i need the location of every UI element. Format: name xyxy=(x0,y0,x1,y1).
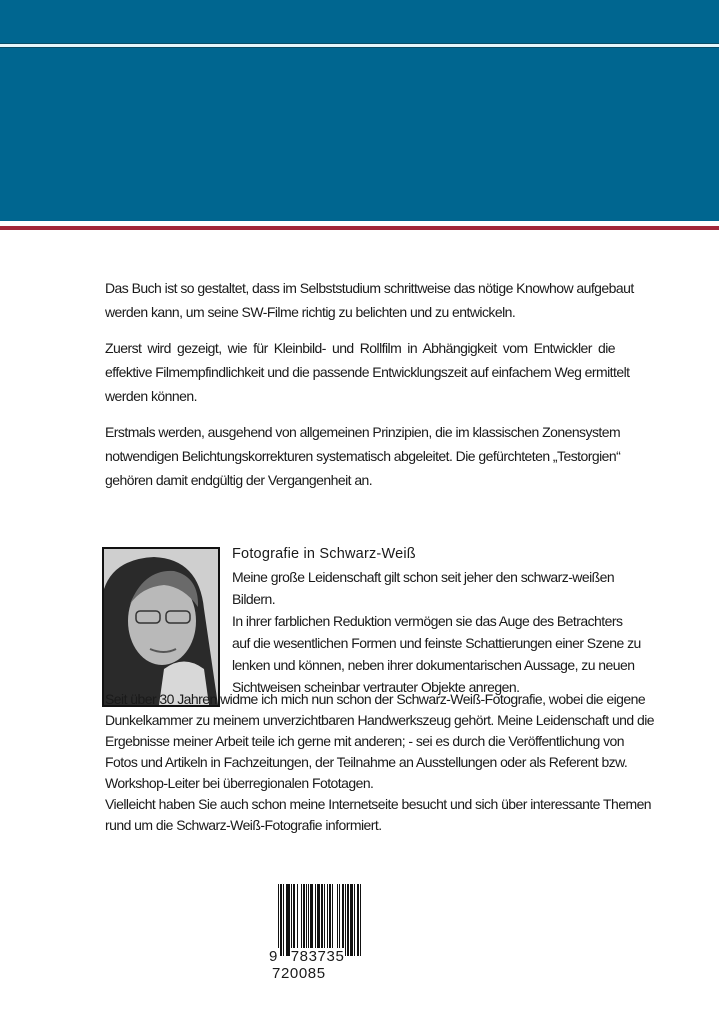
author-portrait-icon xyxy=(104,549,218,705)
author-heading: Fotografie in Schwarz-Weiß xyxy=(232,546,416,562)
author-photo xyxy=(102,547,220,707)
text-line: Workshop-Leiter bei überregionalen Fototagen. xyxy=(105,775,374,791)
text-line: Dunkelkammer zu meinem unverzichtbaren Handwerkszeug gehört. Meine Leidenschaft und die xyxy=(105,712,655,728)
text-line: Seit über 30 Jahren widme ich mich nun schon der Schwarz-Weiß-Fotografie, wobei die eigene xyxy=(105,691,646,707)
text-line: notwendigen Belichtungskorrekturen systematisch abgeleitet. Die gefürchteten „Testorgien“ xyxy=(105,448,621,464)
text-line: Ergebnisse meiner Arbeit teile ich gerne mit anderen; - sei es durch die Veröffentlichung von xyxy=(105,733,625,749)
text-line: lenken und können, neben ihrer dokumentarischen Aussage, zu neuen xyxy=(232,657,635,673)
intro-paragraph xyxy=(105,276,634,324)
barcode-digits-left: 783735 xyxy=(290,948,345,965)
text-line: rund um die Schwarz-Weiß-Fotografie informiert. xyxy=(105,817,382,833)
text-line: Sichtweisen scheinbar vertrauter Objekte anregen. xyxy=(232,679,520,695)
cover-top-band xyxy=(0,0,719,221)
barcode-bars xyxy=(278,884,396,956)
text-line: Fotos und Artikeln in Fachzeitungen, der Teilnahme an Ausstellungen oder als Referent bzw. xyxy=(105,754,628,770)
text-line: In ihrer farblichen Reduktion vermögen sie das Auge des Betrachters xyxy=(232,613,623,629)
text-line: effektive Filmempfindlichkeit und die passende Entwicklungszeit auf einfachem Weg ermittelt xyxy=(105,364,630,380)
author-section xyxy=(232,542,641,698)
text-line: Das Buch ist so gestaltet, dass im Selbststudium schrittweise das nötige Knowhow aufgebaut xyxy=(105,280,634,296)
text-line: gehören damit endgültig der Vergangenheit an. xyxy=(105,472,373,488)
text-line: auf die wesentlichen Formen und feinste Schattierungen einer Szene zu xyxy=(232,635,641,651)
red-stripe xyxy=(0,226,719,230)
barcode-digits xyxy=(268,948,398,982)
text-line: werden können. xyxy=(105,388,197,404)
isbn-barcode xyxy=(268,884,398,982)
white-stripe xyxy=(0,43,719,48)
text-line: Vielleicht haben Sie auch schon meine Internetseite besucht und sich über interessante Themen xyxy=(105,796,652,812)
intro-paragraph xyxy=(105,336,630,408)
text-line: Zuerst wird gezeigt, wie für Kleinbild- und Rollfilm in Abhängigkeit vom Entwickler die xyxy=(105,340,615,356)
text-line: werden kann, um seine SW-Filme richtig zu belichten und zu entwickeln. xyxy=(105,304,516,320)
intro-paragraph xyxy=(105,420,621,492)
text-line: Bildern. xyxy=(232,591,276,607)
author-bio xyxy=(105,689,655,836)
text-line: Meine große Leidenschaft gilt schon seit jeher den schwarz-weißen xyxy=(232,569,615,585)
barcode-digits-right: 720085 xyxy=(272,965,326,982)
barcode-bar xyxy=(361,884,362,956)
text-line: Erstmals werden, ausgehend von allgemeinen Prinzipien, die im klassischen Zonensystem xyxy=(105,424,621,440)
barcode-digit-prefix: 9 xyxy=(269,948,278,965)
